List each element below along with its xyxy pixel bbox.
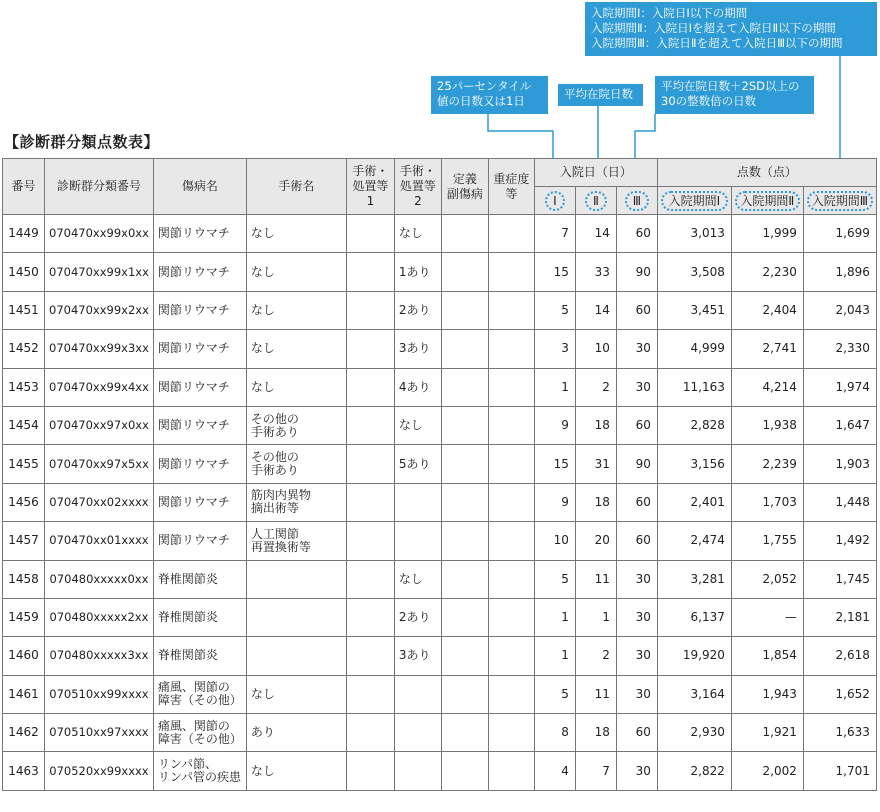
cell-number: 1454: [3, 406, 45, 444]
cell-surgery: なし: [246, 253, 346, 291]
cell-day-2: 2: [575, 637, 616, 675]
cell-secondary: [441, 445, 488, 483]
cell-points-2: 1,755: [731, 522, 803, 560]
cell-day-1: 5: [534, 560, 575, 598]
cell-points-3: 2,330: [803, 330, 876, 368]
cell-day-1: 9: [534, 406, 575, 444]
cell-disease: 関節リウマチ: [153, 215, 246, 253]
cell-disease: リンパ節、 リンパ管の疾患: [153, 752, 246, 790]
cell-points-3: 1,699: [803, 215, 876, 253]
cell-day-2: 11: [575, 560, 616, 598]
cell-points-1: 4,999: [657, 330, 731, 368]
cell-number: 1461: [3, 675, 45, 713]
cell-day-2: 11: [575, 675, 616, 713]
sd-callout-line: 平均在院日数＋2SD以上の: [661, 79, 800, 93]
table-row: [3, 406, 877, 444]
cell-day-2: 20: [575, 522, 616, 560]
cell-code: 070510xx99xxxx: [45, 675, 154, 713]
average-stay-callout: 平均在院日数: [558, 84, 643, 106]
cell-procedure-1: [346, 291, 394, 329]
cell-day-1: 1: [534, 637, 575, 675]
cell-severity: [488, 368, 534, 406]
cell-surgery: なし: [246, 215, 346, 253]
cell-day-3: 60: [616, 483, 657, 521]
cell-points-3: 1,652: [803, 675, 876, 713]
cell-severity: [488, 483, 534, 521]
cell-day-3: 60: [616, 714, 657, 752]
cell-severity: [488, 637, 534, 675]
cell-procedure-1: [346, 445, 394, 483]
header-disease: 傷病名: [153, 159, 246, 215]
cell-procedure-2: 3あり: [394, 637, 441, 675]
header-secondary-disease: 定義 副傷病: [441, 159, 488, 215]
cell-procedure-2: 2あり: [394, 598, 441, 636]
header-severity: 重症度 等: [488, 159, 534, 215]
cell-points-3: 1,633: [803, 714, 876, 752]
cell-surgery: 筋肉内異物 摘出術等: [246, 483, 346, 521]
cell-points-2: 1,999: [731, 215, 803, 253]
cell-code: 070470xx97x5xx: [45, 445, 154, 483]
cell-day-3: 30: [616, 368, 657, 406]
cell-points-1: 3,451: [657, 291, 731, 329]
cell-code: 070480xxxxx3xx: [45, 637, 154, 675]
percentile-callout-line: 25パーセンタイル: [437, 79, 532, 93]
cell-points-3: 1,647: [803, 406, 876, 444]
cell-procedure-1: [346, 675, 394, 713]
header-period-3: 入院期間Ⅲ: [803, 187, 876, 215]
cell-points-1: 3,281: [657, 560, 731, 598]
cell-surgery: その他の 手術あり: [246, 406, 346, 444]
cell-number: 1462: [3, 714, 45, 752]
cell-procedure-1: [346, 560, 394, 598]
table-row: [3, 675, 877, 713]
table-row: [3, 368, 877, 406]
cell-points-1: 2,930: [657, 714, 731, 752]
table-row: [3, 714, 877, 752]
cell-day-3: 60: [616, 522, 657, 560]
cell-points-1: 2,828: [657, 406, 731, 444]
table-row: [3, 598, 877, 636]
cell-day-3: 30: [616, 598, 657, 636]
cell-surgery: その他の 手術あり: [246, 445, 346, 483]
cell-procedure-1: [346, 368, 394, 406]
cell-disease: 関節リウマチ: [153, 406, 246, 444]
cell-points-2: 1,921: [731, 714, 803, 752]
cell-secondary: [441, 406, 488, 444]
cell-disease: 脊椎関節炎: [153, 560, 246, 598]
cell-code: 070510xx97xxxx: [45, 714, 154, 752]
period-definition-line: 入院期間Ⅱ：入院日Ⅰを超えて入院日Ⅱ以下の期間: [591, 21, 836, 35]
cell-procedure-2: 5あり: [394, 445, 441, 483]
cell-day-2: 31: [575, 445, 616, 483]
cell-disease: 関節リウマチ: [153, 330, 246, 368]
cell-procedure-2: 4あり: [394, 368, 441, 406]
cell-day-1: 15: [534, 253, 575, 291]
cell-points-2: 2,404: [731, 291, 803, 329]
header-period-2: 入院期間Ⅱ: [731, 187, 803, 215]
cell-secondary: [441, 598, 488, 636]
cell-day-2: 7: [575, 752, 616, 790]
sd-callout-line: 30の整数倍の日数: [661, 94, 757, 108]
cell-surgery: 人工関節 再置換術等: [246, 522, 346, 560]
cell-points-3: 1,974: [803, 368, 876, 406]
percentile-callout: [431, 76, 548, 114]
header-day-1: Ⅰ: [534, 187, 575, 215]
cell-disease: 痛風、関節の 障害（その他）: [153, 714, 246, 752]
cell-code: 070470xx99x3xx: [45, 330, 154, 368]
cell-day-3: 30: [616, 675, 657, 713]
header-procedure-2: 手術・ 処置等 2: [394, 159, 441, 215]
cell-points-2: 2,230: [731, 253, 803, 291]
cell-number: 1463: [3, 752, 45, 790]
cell-day-2: 1: [575, 598, 616, 636]
cell-severity: [488, 675, 534, 713]
cell-points-2: 2,002: [731, 752, 803, 790]
cell-code: 070470xx99x1xx: [45, 253, 154, 291]
table-row: [3, 291, 877, 329]
cell-number: 1455: [3, 445, 45, 483]
cell-disease: 関節リウマチ: [153, 291, 246, 329]
table-row: [3, 445, 877, 483]
cell-procedure-1: [346, 598, 394, 636]
cell-day-1: 5: [534, 291, 575, 329]
cell-procedure-2: [394, 752, 441, 790]
cell-day-2: 33: [575, 253, 616, 291]
cell-secondary: [441, 637, 488, 675]
cell-points-1: 3,164: [657, 675, 731, 713]
cell-day-2: 14: [575, 215, 616, 253]
header-day-3: Ⅲ: [616, 187, 657, 215]
cell-number: 1452: [3, 330, 45, 368]
cell-severity: [488, 445, 534, 483]
cell-procedure-2: [394, 483, 441, 521]
cell-day-3: 30: [616, 752, 657, 790]
cell-code: 070480xxxxx2xx: [45, 598, 154, 636]
header-day-2: Ⅱ: [575, 187, 616, 215]
cell-severity: [488, 560, 534, 598]
cell-points-3: 2,043: [803, 291, 876, 329]
cell-secondary: [441, 330, 488, 368]
cell-day-1: 5: [534, 675, 575, 713]
cell-procedure-1: [346, 714, 394, 752]
cell-secondary: [441, 253, 488, 291]
cell-surgery: [246, 637, 346, 675]
table-row: [3, 560, 877, 598]
cell-points-3: 1,903: [803, 445, 876, 483]
cell-disease: 関節リウマチ: [153, 368, 246, 406]
cell-surgery: あり: [246, 714, 346, 752]
cell-number: 1460: [3, 637, 45, 675]
table-row: [3, 215, 877, 253]
cell-code: 070480xxxxx0xx: [45, 560, 154, 598]
cell-severity: [488, 752, 534, 790]
cell-surgery: なし: [246, 752, 346, 790]
cell-day-1: 10: [534, 522, 575, 560]
cell-secondary: [441, 714, 488, 752]
cell-points-3: 1,745: [803, 560, 876, 598]
cell-points-1: 3,156: [657, 445, 731, 483]
cell-secondary: [441, 368, 488, 406]
cell-disease: 脊椎関節炎: [153, 598, 246, 636]
header-surgery: 手術名: [246, 159, 346, 215]
cell-disease: 関節リウマチ: [153, 253, 246, 291]
table-title: 【診断群分類点数表】: [4, 133, 160, 151]
cell-points-1: 6,137: [657, 598, 731, 636]
table-row: [3, 330, 877, 368]
cell-disease: 関節リウマチ: [153, 445, 246, 483]
cell-code: 070470xx02xxxx: [45, 483, 154, 521]
cell-day-2: 18: [575, 406, 616, 444]
cell-severity: [488, 215, 534, 253]
cell-points-3: 1,896: [803, 253, 876, 291]
cell-day-2: 18: [575, 483, 616, 521]
cell-points-1: 2,822: [657, 752, 731, 790]
cell-day-3: 60: [616, 291, 657, 329]
cell-points-2: —: [731, 598, 803, 636]
cell-secondary: [441, 215, 488, 253]
cell-number: 1457: [3, 522, 45, 560]
cell-day-1: 9: [534, 483, 575, 521]
cell-day-1: 8: [534, 714, 575, 752]
cell-points-2: 2,239: [731, 445, 803, 483]
sd-days-callout: [655, 76, 814, 114]
cell-procedure-1: [346, 406, 394, 444]
cell-day-2: 2: [575, 368, 616, 406]
cell-points-1: 2,474: [657, 522, 731, 560]
cell-code: 070520xx99xxxx: [45, 752, 154, 790]
cell-number: 1450: [3, 253, 45, 291]
cell-surgery: [246, 598, 346, 636]
cell-procedure-1: [346, 637, 394, 675]
cell-number: 1456: [3, 483, 45, 521]
cell-procedure-2: 1あり: [394, 253, 441, 291]
cell-points-2: 2,741: [731, 330, 803, 368]
cell-secondary: [441, 522, 488, 560]
period-definition-callout: [585, 2, 877, 56]
cell-disease: 関節リウマチ: [153, 522, 246, 560]
cell-points-3: 1,701: [803, 752, 876, 790]
cell-surgery: なし: [246, 368, 346, 406]
cell-procedure-2: [394, 714, 441, 752]
cell-number: 1453: [3, 368, 45, 406]
cell-surgery: なし: [246, 291, 346, 329]
cell-procedure-1: [346, 483, 394, 521]
period-definition-line: 入院期間Ⅲ：入院日Ⅱを超えて入院日Ⅲ以下の期間: [591, 36, 843, 50]
cell-severity: [488, 253, 534, 291]
header-code: 診断群分類番号: [45, 159, 154, 215]
cell-procedure-1: [346, 253, 394, 291]
cell-procedure-1: [346, 215, 394, 253]
cell-day-1: 3: [534, 330, 575, 368]
percentile-callout-line: 値の日数又は1日: [437, 94, 525, 108]
cell-procedure-1: [346, 752, 394, 790]
cell-number: 1449: [3, 215, 45, 253]
cell-procedure-2: 3あり: [394, 330, 441, 368]
cell-points-1: 11,163: [657, 368, 731, 406]
cell-day-3: 90: [616, 445, 657, 483]
cell-surgery: なし: [246, 330, 346, 368]
cell-day-1: 15: [534, 445, 575, 483]
cell-points-3: 2,618: [803, 637, 876, 675]
cell-points-2: 1,938: [731, 406, 803, 444]
period-definition-line: 入院期間Ⅰ：入院日Ⅰ以下の期間: [591, 6, 748, 20]
cell-surgery: なし: [246, 675, 346, 713]
cell-points-2: 2,052: [731, 560, 803, 598]
cell-day-3: 60: [616, 406, 657, 444]
cell-disease: 脊椎関節炎: [153, 637, 246, 675]
cell-points-1: 3,508: [657, 253, 731, 291]
cell-day-2: 14: [575, 291, 616, 329]
dpc-points-table: [2, 158, 877, 791]
cell-points-1: 3,013: [657, 215, 731, 253]
cell-day-1: 1: [534, 368, 575, 406]
header-number: 番号: [3, 159, 45, 215]
table-row: [3, 522, 877, 560]
cell-code: 070470xx99x0xx: [45, 215, 154, 253]
cell-procedure-2: なし: [394, 560, 441, 598]
cell-day-3: 30: [616, 637, 657, 675]
cell-severity: [488, 598, 534, 636]
cell-severity: [488, 406, 534, 444]
cell-day-1: 1: [534, 598, 575, 636]
cell-points-2: 1,943: [731, 675, 803, 713]
cell-points-1: 2,401: [657, 483, 731, 521]
cell-procedure-2: なし: [394, 406, 441, 444]
cell-points-1: 19,920: [657, 637, 731, 675]
cell-points-2: 1,854: [731, 637, 803, 675]
table-row: [3, 253, 877, 291]
table-row: [3, 752, 877, 790]
cell-code: 070470xx97x0xx: [45, 406, 154, 444]
cell-procedure-2: なし: [394, 215, 441, 253]
cell-day-2: 18: [575, 714, 616, 752]
cell-severity: [488, 522, 534, 560]
cell-code: 070470xx01xxxx: [45, 522, 154, 560]
cell-points-2: 4,214: [731, 368, 803, 406]
cell-procedure-1: [346, 330, 394, 368]
cell-severity: [488, 714, 534, 752]
cell-disease: 関節リウマチ: [153, 483, 246, 521]
cell-secondary: [441, 291, 488, 329]
header-procedure-1: 手術・ 処置等 1: [346, 159, 394, 215]
cell-number: 1458: [3, 560, 45, 598]
cell-severity: [488, 330, 534, 368]
cell-day-3: 60: [616, 215, 657, 253]
cell-procedure-1: [346, 522, 394, 560]
cell-surgery: [246, 560, 346, 598]
cell-number: 1451: [3, 291, 45, 329]
cell-secondary: [441, 752, 488, 790]
cell-points-3: 2,181: [803, 598, 876, 636]
cell-disease: 痛風、関節の 障害（その他）: [153, 675, 246, 713]
header-points: 点数（点）: [657, 159, 876, 187]
cell-procedure-2: 2あり: [394, 291, 441, 329]
cell-secondary: [441, 483, 488, 521]
cell-points-3: 1,448: [803, 483, 876, 521]
table-row: [3, 483, 877, 521]
cell-points-3: 1,492: [803, 522, 876, 560]
cell-procedure-2: [394, 675, 441, 713]
cell-procedure-2: [394, 522, 441, 560]
cell-points-2: 1,703: [731, 483, 803, 521]
table-row: [3, 637, 877, 675]
cell-code: 070470xx99x2xx: [45, 291, 154, 329]
cell-day-3: 30: [616, 330, 657, 368]
cell-day-3: 90: [616, 253, 657, 291]
cell-day-2: 10: [575, 330, 616, 368]
header-period-1: 入院期間Ⅰ: [657, 187, 731, 215]
cell-number: 1459: [3, 598, 45, 636]
cell-code: 070470xx99x4xx: [45, 368, 154, 406]
cell-day-1: 4: [534, 752, 575, 790]
header-admission-days: 入院日（日）: [534, 159, 657, 187]
cell-severity: [488, 291, 534, 329]
cell-secondary: [441, 560, 488, 598]
cell-day-1: 7: [534, 215, 575, 253]
cell-secondary: [441, 675, 488, 713]
cell-day-3: 30: [616, 560, 657, 598]
